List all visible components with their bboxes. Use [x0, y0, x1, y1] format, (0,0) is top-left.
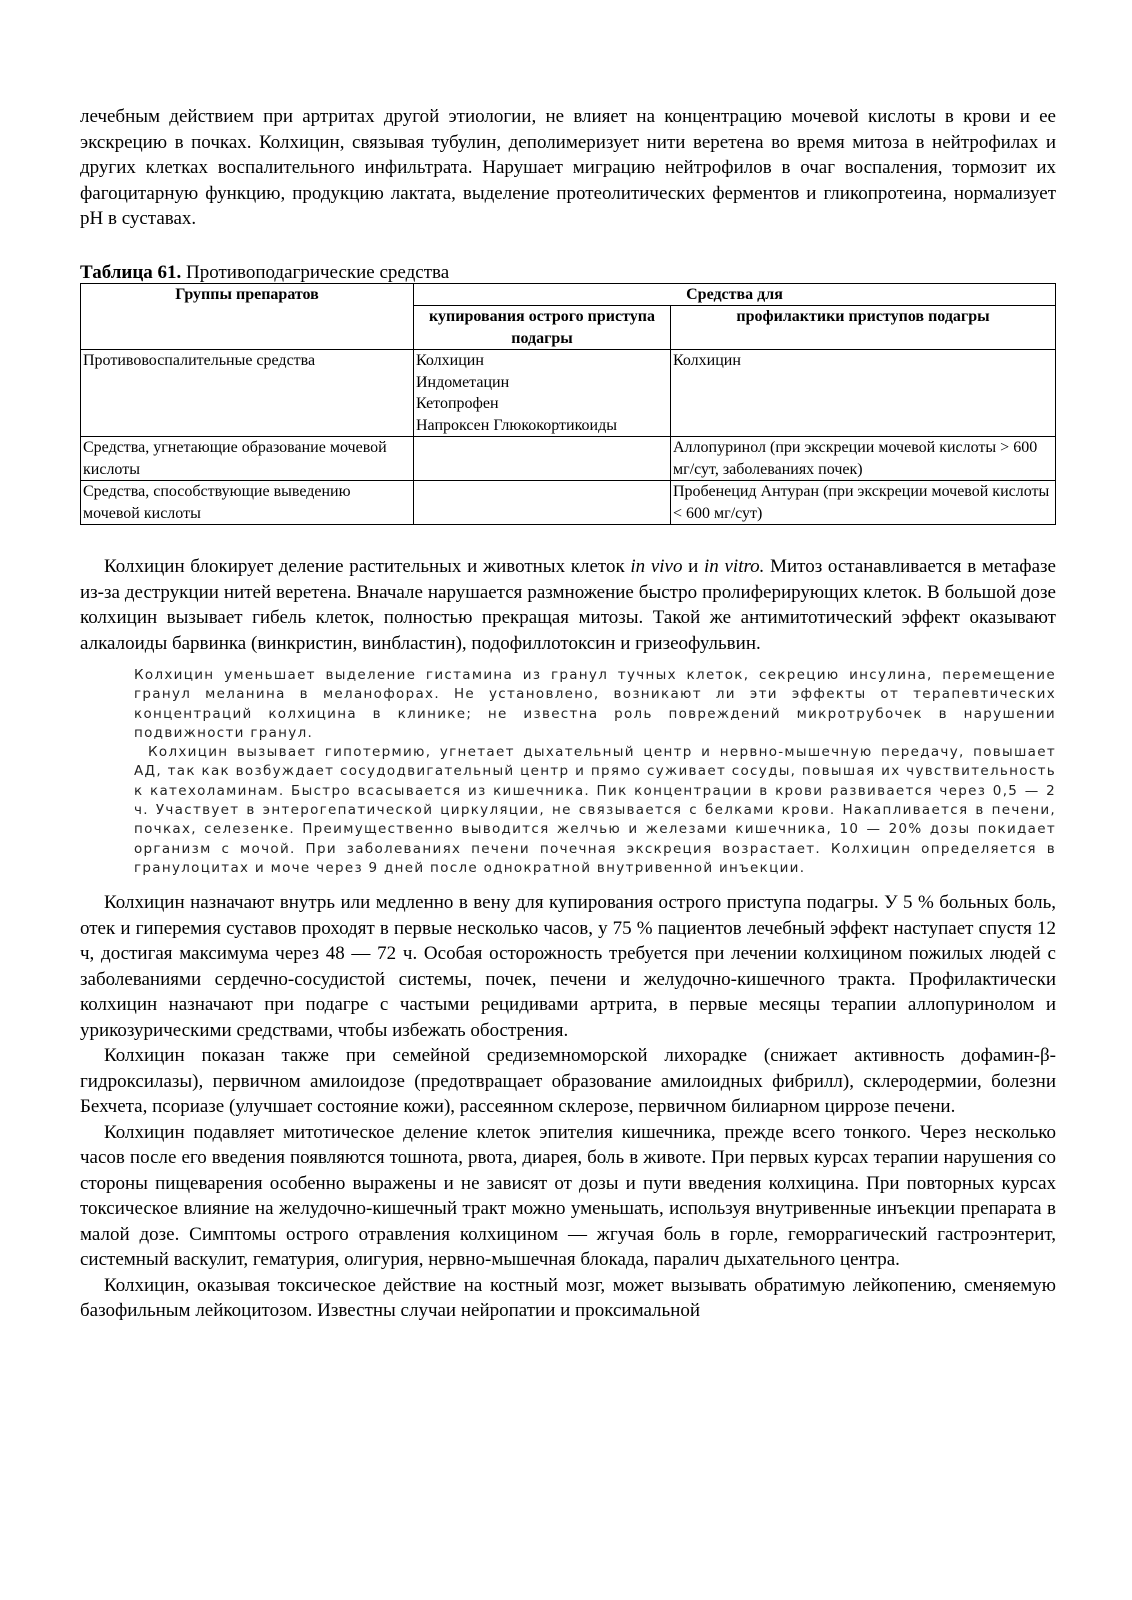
body-paragraph: Колхицин, оказывая токсическое действие на костный мозг, может вызывать обратимую лейкопению, сменяемую базофильным лейкоцитозом. Известны случаи нейропатии и проксимальной — [80, 1274, 1056, 1322]
table-row — [81, 481, 1056, 525]
header-prophylaxis: профилактики приступов подагры — [671, 306, 1056, 350]
header-acute-attack: купирования острого приступа подагры — [414, 306, 671, 350]
table-caption-title: Противоподагрические средства — [181, 261, 450, 283]
row-acute-cell — [414, 437, 671, 481]
intro-paragraph: лечебным действием при артритах другой этиологии, не влияет на концентрацию мочевой кислоты в крови и ее экскрецию в почках. Колхицин, связывая тубулин, деполимеризует нити веретена во время митоза в нейтрофилах и других клетках воспалительного инфильтрата. Нарушает миграцию нейтрофилов в очаг воспаления, тормозит их фагоцитарную функцию, продукцию лактата, выделение протеолитических ферментов и гликопротеина, нормализует pH в суставах. — [80, 106, 1056, 229]
table-row — [81, 437, 1056, 481]
mitosis-paragraph — [80, 554, 1056, 656]
antigout-drugs-table — [80, 283, 1056, 526]
small-print-paragraph: Колхицин уменьшает выделение гистамина из гранул тучных клеток, секрецию инсулина, перемещение гранул меланина в меланофорах. Не установлено, возникают ли эти эффекты от терапевтических концентраций колхицина в клинике; не известна роль повреждений микротрубочек в нарушении подвижности гранул. — [134, 667, 1056, 741]
row-group-cell: Средства, способствующие выведению мочевой кислоты — [81, 481, 414, 525]
table-header-row — [81, 283, 1056, 306]
acute-drug-item: Индометацин — [416, 373, 510, 391]
table-row — [81, 350, 1056, 437]
body-paragraph: Колхицин назначают внутрь или медленно в вену для купирования острого приступа подагры. У 5 % больных боль, отек и гиперемия суставов проходят в первые несколько часов, у 75 % пациентов лечебный эффект наступает спустя 12 ч, достигая максимума через 48 — 72 ч. Особая осторожность требуется при лечении колхицином пожилых людей с заболеваниями сердечно-сосудистой системы, почек, печени и желудочно-кишечного тракта. Профилактически колхицин назначают при подагре с частыми рецидивами артрита, в первые месяцы терапии аллопуринолом и урикозурическими средствами, чтобы избежать обострения. — [80, 892, 1056, 1041]
table-caption-number: Таблица 61. — [80, 261, 182, 283]
mitosis-text-1: Колхицин блокирует деление растительных и животных клеток — [104, 556, 631, 577]
row-group-cell: Средства, угнетающие образование мочевой кислоты — [81, 437, 414, 481]
row-acute-cell — [414, 350, 671, 437]
row-prophylaxis-cell: Колхицин — [671, 350, 1056, 437]
row-acute-cell — [414, 481, 671, 525]
header-means-for: Средства для — [414, 283, 1056, 306]
body-paragraph: Колхицин подавляет митотическое деление клеток эпителия кишечника, прежде всего тонкого. Через несколько часов после его введения появляются тошнота, рвота, диарея, боль в животе. При первых курсах терапии нарушения со стороны пищеварения особенно выражены и не зависят от дозы и пути введения колхицина. При повторных курсах токсическое влияние на желудочно-кишечный тракт можно уменьшать, используя внутривенные инъекции препарата в малой дозе. Симптомы острого отравления колхицином — жгучая боль в горле, геморрагический гастроэнтерит, системный васкулит, гематурия, олигурия, нервно-мышечная блокада, паралич дыхательного центра. — [80, 1121, 1056, 1271]
row-group-cell: Противовоспалительные средства — [81, 350, 414, 437]
acute-drug-item: Напроксен Глюкокортикоиды — [416, 416, 618, 434]
body-paragraph: Колхицин показан также при семейной средиземноморской лихорадке (снижает активность дофамин-β-гидроксилазы), первичном амилоидозе (предотвращает образование амилоидных фибрилл), склеродермии, болезни Бехчета, псориазе (улучшает состояние кожи), рассеянном склерозе, первичном билиарном циррозе печени. — [80, 1045, 1056, 1118]
acute-drug-item: Кетопрофен — [416, 395, 499, 412]
mitosis-italic-in-vivo: in vivo — [630, 556, 683, 577]
table-caption — [80, 263, 1056, 283]
row-prophylaxis-cell: Аллопуринол (при экскреции мочевой кислоты > 600 мг/сут, заболеваниях почек) — [671, 437, 1056, 481]
header-drug-groups: Группы препаратов — [81, 283, 414, 350]
mitosis-italic-in-vitro: in vitro. — [704, 556, 765, 577]
acute-drug-item: Колхицин — [416, 352, 484, 369]
document-page — [80, 104, 1056, 1324]
row-prophylaxis-cell: Пробенецид Антуран (при экскреции мочевой кислоты < 600 мг/сут) — [671, 481, 1056, 525]
mitosis-text-3: Митоз останавливается в метафазе из-за деструкции нитей веретена. Вначале нарушается размножение быстро пролиферирующих клеток. В большой дозе колхицин вызывает гибель клеток, полностью прекращая митозы. Такой же антимитотический эффект оказывают алкалоиды барвинка (винкристин, винбластин), подофиллотоксин и гризеофульвин. — [80, 556, 1056, 654]
mitosis-text-2: и — [682, 556, 705, 577]
small-print-paragraph: Колхицин вызывает гипотермию, угнетает дыхательный центр и нервно-мышечную передачу, повышает АД, так как возбуждает сосудодвигательный центр и прямо суживает сосуды, повышая их чувствительность к катехоламинам. Быстро всасывается из кишечника. Пик концентрации в крови развивается через 0,5 — 2 ч. Участвует в энтерогепатической циркуляции, не связывается с белками крови. Накапливается в печени, почках, селезенке. Преимущественно выводится желчью и железами кишечника, 10 — 20% дозы покидает организм с мочой. При заболеваниях печени почечная экскреция возрастает. Колхицин определяется в гранулоцитах и моче через 9 дней после однократной внутривенной инъекции. — [134, 744, 1056, 876]
